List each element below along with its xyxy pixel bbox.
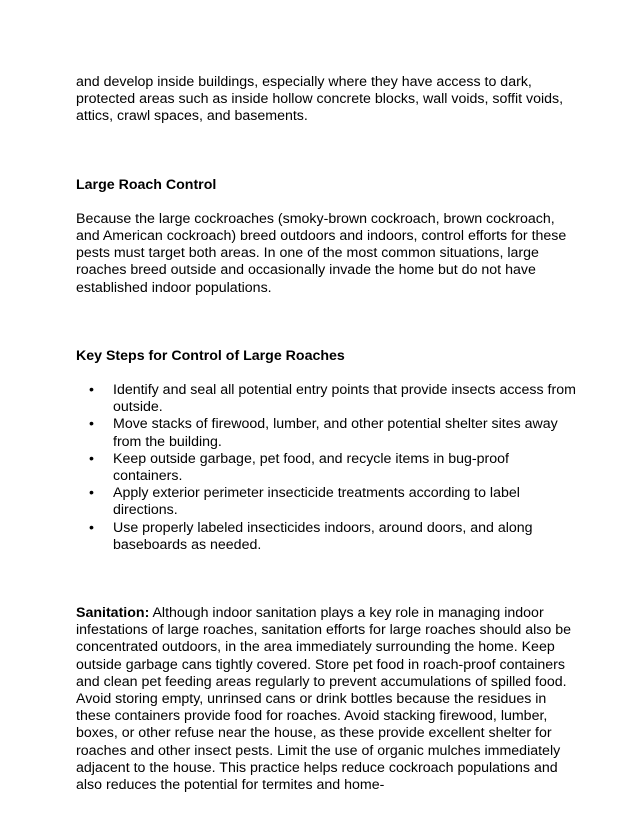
large-roach-control-heading: Large Roach Control bbox=[76, 176, 217, 193]
sanitation-text: Although indoor sanitation plays a key role in managing indoor infestations of large roaches, sanitation efforts for large roaches should also be concentrated outdoors, in the area immediately surrounding the home. Keep outside garbage cans tightly covered. Store pet food in roach-proof containers and clean pet feeding areas regularly to prevent accumulations of spilled food. Avoid storing empty, unrinsed cans or drink bottles because the residues in these containers provide food for roaches. Avoid stacking firewood, lumber, boxes, or other refuse near the house, as these provide excellent shelter for roaches and other insect pests. Limit the use of organic mulches immediately adjacent to the house. This practice helps reduce cockroach populations and also reduces the potential for termites and home- bbox=[76, 605, 572, 794]
list-item-text: Use properly labeled insecticides indoors, around doors, and along baseboards as needed. bbox=[113, 519, 533, 553]
large-roach-control-paragraph: Because the large cockroaches (smoky-brown cockroach, brown cockroach, and American cockroach) breed outdoors and indoors, control efforts for these pests must target both areas. In one of the most common situations, large roaches breed outside and occasionally invade the home but do not have established indoor populations. bbox=[76, 210, 567, 296]
bullet-icon: • bbox=[89, 450, 94, 467]
list-item bbox=[76, 451, 576, 485]
list-item bbox=[76, 520, 576, 554]
list-item bbox=[76, 416, 576, 450]
key-steps-list bbox=[76, 382, 576, 554]
bullet-icon: • bbox=[89, 382, 94, 399]
list-item bbox=[76, 382, 576, 416]
list-item bbox=[76, 485, 576, 519]
intro-paragraph: and develop inside buildings, especially where they have access to dark, protected areas such as inside hollow concrete blocks, wall voids, soffit voids, attics, crawl spaces, and basements. bbox=[76, 74, 564, 125]
key-steps-heading: Key Steps for Control of Large Roaches bbox=[76, 347, 345, 364]
bullet-icon: • bbox=[89, 519, 94, 536]
list-item-text: Keep outside garbage, pet food, and recycle items in bug-proof containers. bbox=[113, 450, 509, 485]
list-item-text: Apply exterior perimeter insecticide treatments according to label directions. bbox=[113, 485, 520, 519]
bullet-icon: • bbox=[89, 485, 94, 502]
document-page bbox=[76, 74, 576, 794]
key-steps-section bbox=[76, 348, 576, 554]
bullet-icon: • bbox=[89, 416, 94, 433]
list-item-text: Identify and seal all potential entry points that provide insects access from outside. bbox=[113, 382, 576, 416]
large-roach-control-section bbox=[76, 177, 576, 297]
sanitation-paragraph bbox=[76, 605, 576, 794]
sanitation-label: Sanitation: bbox=[76, 605, 150, 622]
list-item-text: Move stacks of firewood, lumber, and other potential shelter sites away from the building. bbox=[113, 416, 558, 450]
